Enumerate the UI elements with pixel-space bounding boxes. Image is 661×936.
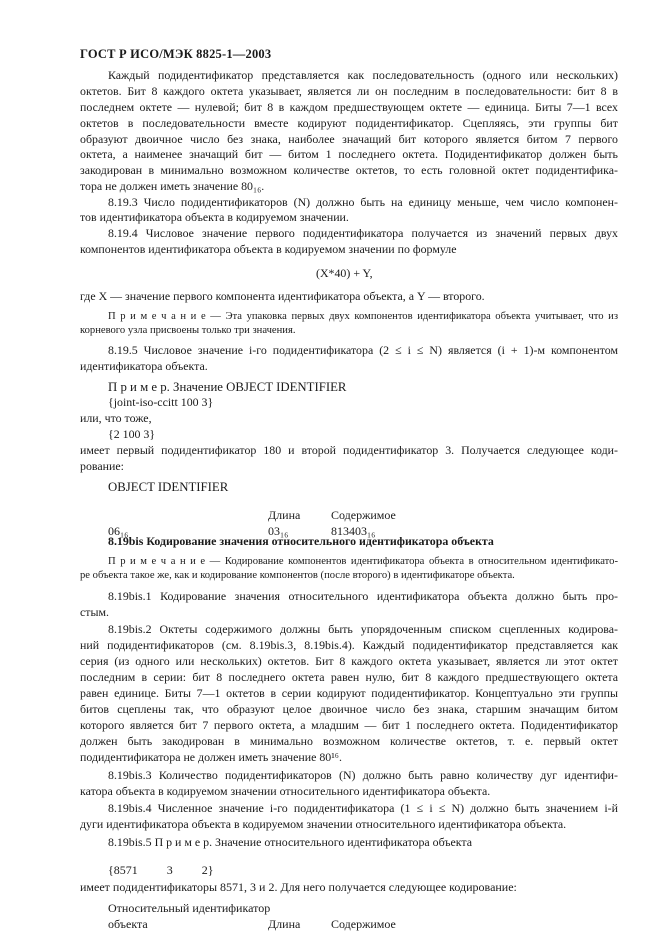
text-line: П р и м е р. Значение OBJECT IDENTIFIER (108, 380, 347, 394)
text-line: октетов. Бит 8 каждого октета указывает, является ли он последним в последовательности: бит 8 в (80, 84, 618, 98)
example2-text: имеет подидентификаторы 8571, 3 и 2. Для него получается следующее кодирование: (80, 880, 517, 894)
table1-col-length: Длина (268, 508, 301, 522)
text-line: 8.19.5 Числовое значение i-го подидентификатора (2 ≤ i ≤ N) является (i + 1)-м компонентом (108, 343, 618, 357)
table1-cell-id: 06₁₆ (108, 524, 129, 538)
page-header: ГОСТ Р ИСО/МЭК 8825-1—2003 (80, 47, 272, 61)
text-line: подидентификатора не должен иметь значение 80¹⁶. (80, 750, 342, 764)
example2-values: {8571 3 2} (108, 863, 214, 877)
text-line: ре объекта такое же, как и кодирование компонентов (после второго) в идентификаторе объекта. (80, 570, 515, 581)
text-line: корневого узла присвоены только три значения. (80, 325, 296, 336)
text-line: идентификатора объекта. (80, 359, 208, 373)
text-line: 8.19bis.4 Численное значение i-го подидентификатора (1 ≤ i ≤ N) должно быть значением i-й (108, 801, 618, 815)
table1-cell-content: 813403₁₆ (331, 524, 376, 538)
text-line: где X — значение первого компонента идентификатора объекта, а Y — второго. (80, 289, 485, 303)
text-line: 8.19bis.3 Количество подидентификаторов (N) должно быть равно количеству дуг идентифи- (108, 768, 618, 782)
table1-cell-length: 03₁₆ (268, 524, 289, 538)
text-line: тора не должен иметь значение 80₁₆. (80, 179, 265, 193)
text-line: рование: (80, 459, 124, 473)
text-line: 8.19bis.1 Кодирование значения относительного идентификатора объекта должно быть про- (108, 589, 618, 603)
text-line: битов сцеплены так, что образуют целое двоичное число без знака, старшим значащим битом (80, 702, 618, 716)
text-line: должен быть закодирован в минимально возможном количестве октетов, т. е. первый октет (80, 734, 618, 748)
text-line: последнем октете — нулевой; бит 8 в каждом предшествующем октете — единица. Биты 7—1 всех (80, 100, 618, 114)
text-line: 8.19.3 Число подидентификаторов (N) должно быть на единицу меньше, чем число компонен- (108, 195, 618, 209)
text-line: закодирован в минимально возможном количестве октетов, то есть головной октет подидентифика- (80, 163, 618, 177)
example2-label-2: объекта (108, 917, 148, 931)
text-line: или, что тоже, (80, 411, 152, 425)
table2-col-length: Длина (268, 917, 301, 931)
table2-col-content: Содержимое (331, 917, 396, 931)
text-line: компонентов идентификатора объекта в кодируемом значении по формуле (80, 242, 457, 256)
text-line: {2 100 3} (108, 427, 156, 441)
example2-label: Относительный идентификатор (108, 901, 271, 915)
text-line: октетов в последовательности вместе кодируют подидентификатор. Сцепляясь, эти группы бит (80, 116, 618, 130)
text-line: П р и м е ч а н и е — Эта упаковка первых двух компонентов идентификатора объекта учитывает, что из (108, 311, 618, 322)
text-line: OBJECT IDENTIFIER (108, 480, 229, 494)
text-line: которого является бит 7 первого октета, а младшим — бит 1 последнего октета. Подидентификатор (80, 718, 618, 732)
table1-col-content: Содержимое (331, 508, 396, 522)
text-line: тов идентификатора объекта в кодируемом значении. (80, 210, 349, 224)
text-line: имеет первый подидентификатор 180 и второй подидентификатор 3. Получается следующее коди- (80, 443, 618, 457)
text-line: 8.19bis.5 П р и м е р. Значение относительного идентификатора объекта (108, 835, 473, 849)
text-line: П р и м е ч а н и е — Кодирование компонентов идентификатора объекта в относительном идентификато- (108, 556, 618, 567)
text-line: стым. (80, 605, 109, 619)
text-line: катора объекта в кодируемом значении относительного идентификатора объекта. (80, 784, 491, 798)
text-line: Каждый подидентификатор представляется как последовательность (одного или нескольких) (108, 68, 618, 82)
text-line: дуги идентификатора объекта в кодируемом значении относительного идентификатора объекта. (80, 817, 567, 831)
text-line: 8.19bis.2 Октеты содержимого должны быть упорядоченным списком сцепленных кодирова- (108, 622, 618, 636)
text-line: образуют двоичное число без знака, наиболее значащий бит которого является битом 7 первого (80, 132, 618, 146)
text-line: 8.19bis Кодирование значения относительного идентификатора объекта (108, 534, 494, 548)
text-line: (X*40) + Y, (316, 266, 373, 280)
text-line: {joint-iso-ccitt 100 3} (108, 395, 214, 409)
text-line: последним в серии: бит 8 последнего октета равен нулю, бит 8 каждого предшествующего октета (80, 670, 618, 684)
text-line: ний подидентификаторов (см. 8.19bis.3, 8.19bis.4). Каждый подидентификатор представляется как (80, 638, 618, 652)
text-line: 8.19.4 Числовое значение первого подидентификатора получается из значений первых двух (108, 226, 618, 240)
text-line: октета, а наименее значащий бит — битом 1 последнего октета. Подидентификатор должен быть (80, 147, 618, 161)
text-line: серия (из одного или нескольких) октетов. Бит 8 каждого октета указывает, является ли этот октет (80, 654, 618, 668)
text-line: равен единице. Биты 7—1 октетов в серии кодируют подидентификатор. Концептуально эти группы (80, 686, 618, 700)
